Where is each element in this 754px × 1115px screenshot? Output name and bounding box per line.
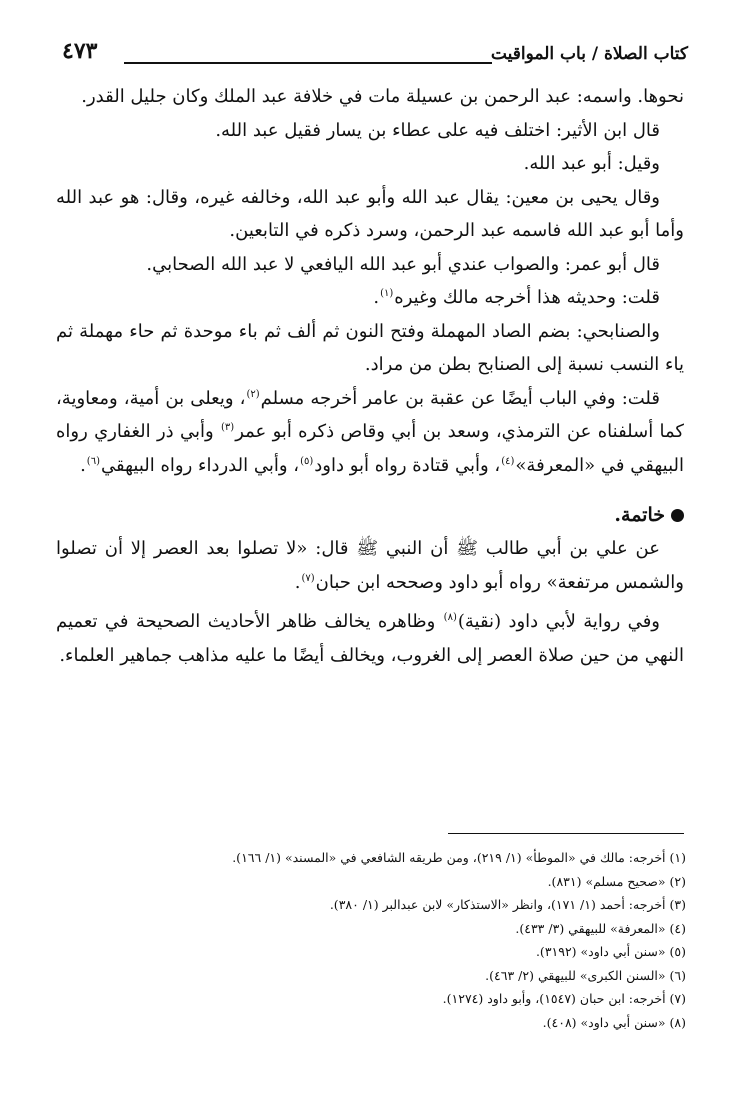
footnote-ref[interactable]: (٢) <box>246 388 260 400</box>
paragraph-7: والصنابحي: بضم الصاد المهملة وفتح النون ثم ألف ثم باء موحدة ثم حاء مهملة ثم ياء النسب نسبة إلى الصنابح بطن من مراد. <box>56 320 684 375</box>
footnote-ref[interactable]: (٥) <box>300 455 314 467</box>
header-rule <box>124 62 492 64</box>
footnote-3: (٣) أخرجه: أحمد (١/ ١٧١)، وانظر «الاستذكار» لابن عبدالبر (١/ ٣٨٠). <box>329 897 686 912</box>
paragraph-5: قال أبو عمر: والصواب عندي أبو عبد الله اليافعي لا عبد الله الصحابي. <box>146 253 660 275</box>
footnote-5: (٥) «سنن أبي داود» (٣١٩٢). <box>535 944 686 959</box>
paragraph-3: وقيل: أبو عبد الله. <box>523 153 660 174</box>
page-number: ٤٧٣ <box>62 38 98 64</box>
running-header <box>62 32 688 72</box>
paragraph-4: وقال يحيى بن معين: يقال عبد الله وأبو عبد الله، وخالفه غيره، وقال: هو عبد الله وأما أبو عبد الله فاسمه عبد الرحمن، وسرد ذكره في التابعين. <box>56 186 684 241</box>
riwaya-paragraph: وفي رواية لأبي داود (نقية)$^{(٨)}$ وظاهره يخالف ظاهر الأحاديث الصحيحة في تعميم النهي من حين صلاة العصر إلى الغروب، ويخالف أيضًا ما عليه مذاهب جماهير العلماء. <box>56 611 684 666</box>
footnote-ref[interactable]: (٤) <box>501 455 515 467</box>
section-heading: خاتمة. <box>56 498 684 532</box>
footnote-separator <box>448 833 684 834</box>
paragraph-2: قال ابن الأثير: اختلف فيه على عطاء بن يسار فقيل عبد الله. <box>215 119 660 141</box>
footnotes <box>60 846 686 1034</box>
footnote-7: (٧) أخرجه: ابن حبان (١٥٤٧)، وأبو داود (١٢٧٤). <box>442 991 686 1006</box>
paragraph-8: قلت: وفي الباب أيضًا عن عقبة بن عامر أخرجه مسلم$^{(٢)}$، ويعلى بن أمية، ومعاوية، كما أسلفناه عن الترمذي، وسعد بن أبي وقاص ذكره أبو عمر$^{(٣)}$ وأبي ذر الغفاري رواه البيهقي في «المعرفة»$^{(٤)}$، وأبي قتادة رواه أبو داود$^{(٥)}$، وأبي الدرداء رواه البيهقي$^{(٦)}$. <box>56 387 684 476</box>
footnote-ref[interactable]: (٧) <box>301 572 315 584</box>
footnote-ref[interactable]: (٦) <box>86 455 100 467</box>
bullet-icon <box>671 509 684 522</box>
footnote-ref[interactable]: (٨) <box>443 612 457 623</box>
footnote-ref[interactable]: (١) <box>380 288 394 299</box>
footnote-2: (٢) «صحيح مسلم» (٨٣١). <box>547 873 686 889</box>
footnote-4: (٤) «المعرفة» للبيهقي (٣/ ٤٣٣). <box>515 920 686 936</box>
paragraph-1: نحوها. واسمه: عبد الرحمن بن عسيلة مات في خلافة عبد الملك وكان جليل القدر. <box>81 86 684 107</box>
footnote-1: (١) أخرجه: مالك في «الموطأ» (١/ ٢١٩)، ومن طريقه الشافعي في «المسند» (١/ ١٦٦). <box>232 850 686 865</box>
footnote-ref[interactable]: (٣) <box>221 422 235 433</box>
chapter-title: كتاب الصلاة / باب المواقيت <box>490 44 688 64</box>
paragraph-6: قلت: وحديثه هذا أخرجه مالك وغيره$^{(١)}$. <box>373 287 660 308</box>
footnote-6: (٦) «السنن الكبرى» للبيهقي (٢/ ٤٦٣). <box>485 967 686 983</box>
footnote-8: (٨) «سنن أبي داود» (٤٠٨). <box>542 1014 686 1030</box>
main-text <box>56 80 684 672</box>
hadith-paragraph: عن علي بن أبي طالب ﷺ أن النبي ﷺ قال: «لا تصلوا بعد العصر إلا أن تصلوا والشمس مرتفعة» رواه أبو داود وصححه ابن حبان$^{(٧)}$. <box>56 538 684 593</box>
